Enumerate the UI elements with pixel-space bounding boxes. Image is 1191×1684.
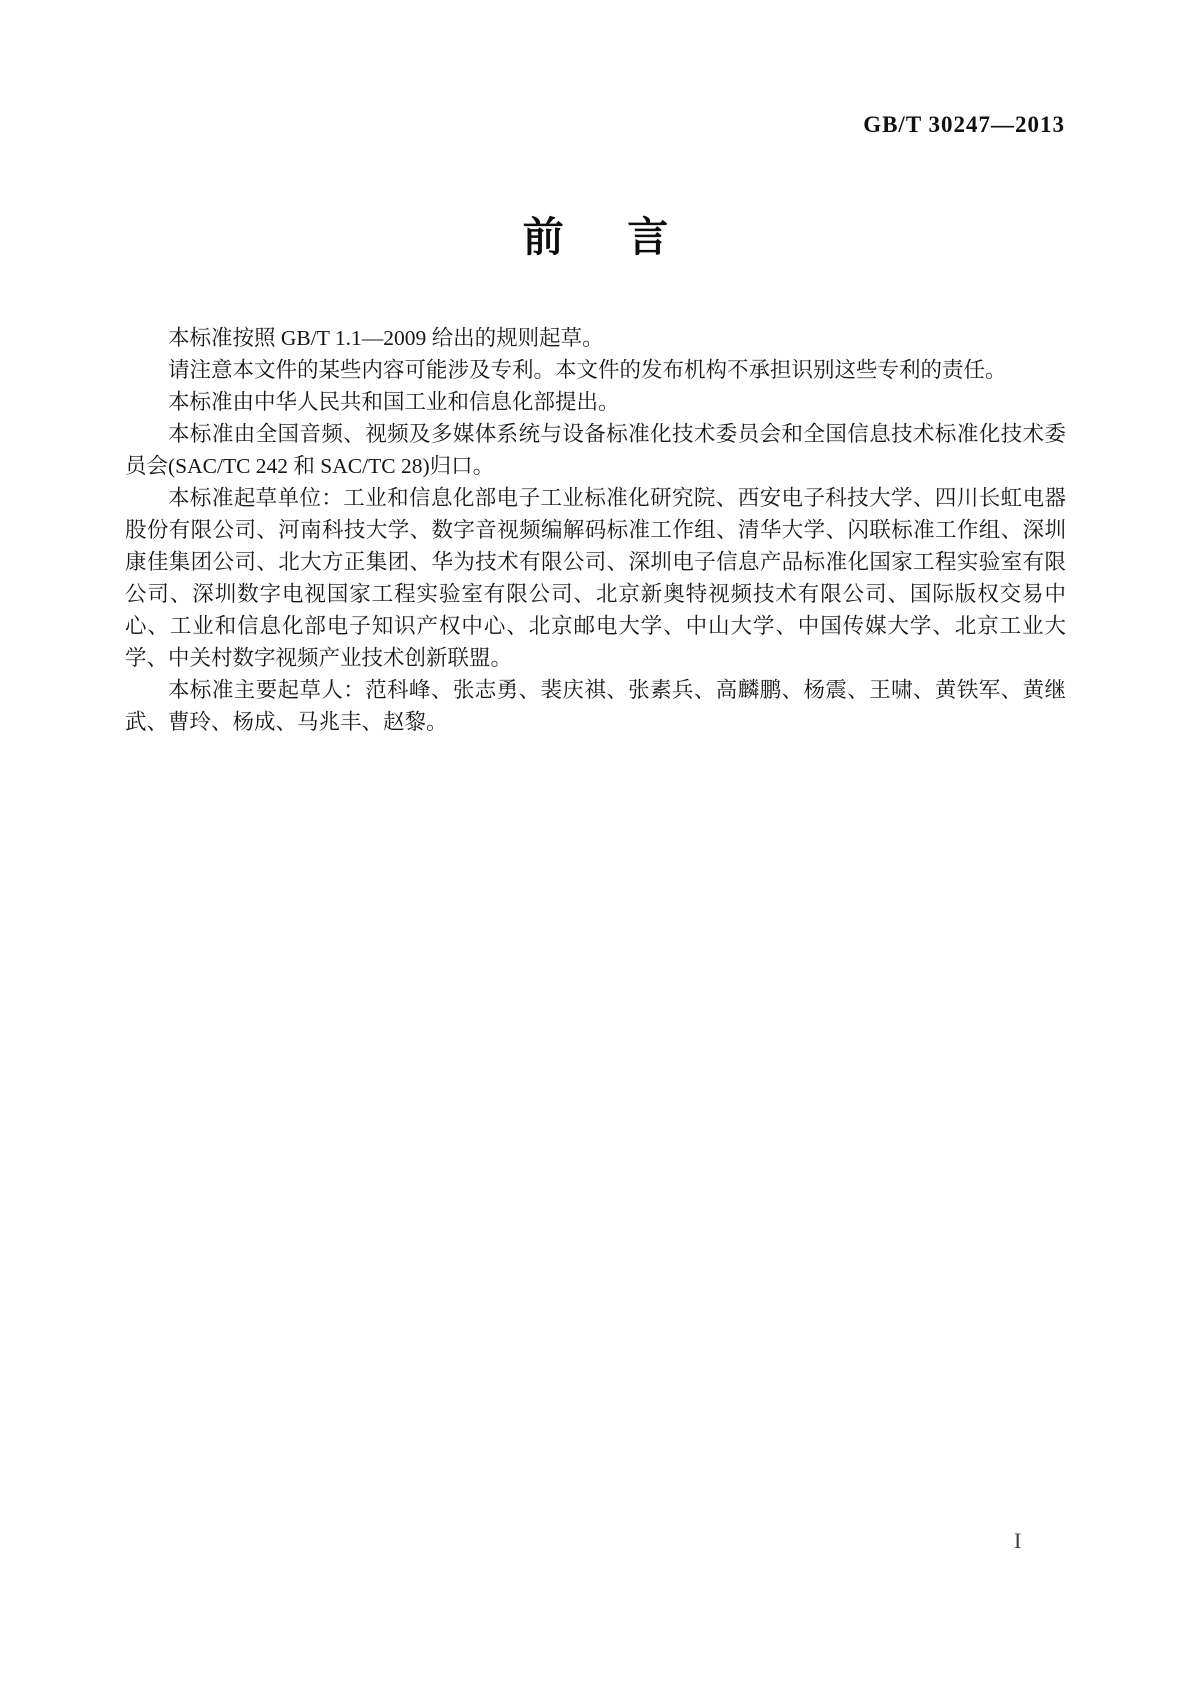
- paragraph: 本标准起草单位：工业和信息化部电子工业标准化研究院、西安电子科技大学、四川长虹电器股份有限公司、河南科技大学、数字音视频编解码标准工作组、清华大学、闪联标准工作组、深圳康佳集团公司、北大方正集团、华为技术有限公司、深圳电子信息产品标准化国家工程实验室有限公司、深圳数字电视国家工程实验室有限公司、北京新奥特视频技术有限公司、国际版权交易中心、工业和信息化部电子知识产权中心、北京邮电大学、中山大学、中国传媒大学、北京工业大学、中关村数字视频产业技术创新联盟。: [125, 486, 1066, 670]
- foreword-paragraphs: [125, 322, 1066, 738]
- page-number: I: [1014, 1528, 1022, 1553]
- page-title: 前言: [522, 214, 732, 260]
- paragraph: 本标准由中华人民共和国工业和信息化部提出。: [168, 390, 620, 414]
- paragraph: 本标准主要起草人：范科峰、张志勇、裴庆祺、张素兵、高麟鹏、杨震、王啸、黄铁军、黄继武、曹玲、杨成、马兆丰、赵黎。: [125, 678, 1066, 734]
- paragraph: 请注意本文件的某些内容可能涉及专利。本文件的发布机构不承担识别这些专利的责任。: [168, 358, 1007, 382]
- standard-code: GB/T 30247—2013: [863, 112, 1065, 137]
- paragraph: 本标准由全国音频、视频及多媒体系统与设备标准化技术委员会和全国信息技术标准化技术委员会(SAC/TC 242 和 SAC/TC 28)归口。: [125, 422, 1066, 478]
- paragraph: 本标准按照 GB/T 1.1—2009 给出的规则起草。: [168, 326, 604, 350]
